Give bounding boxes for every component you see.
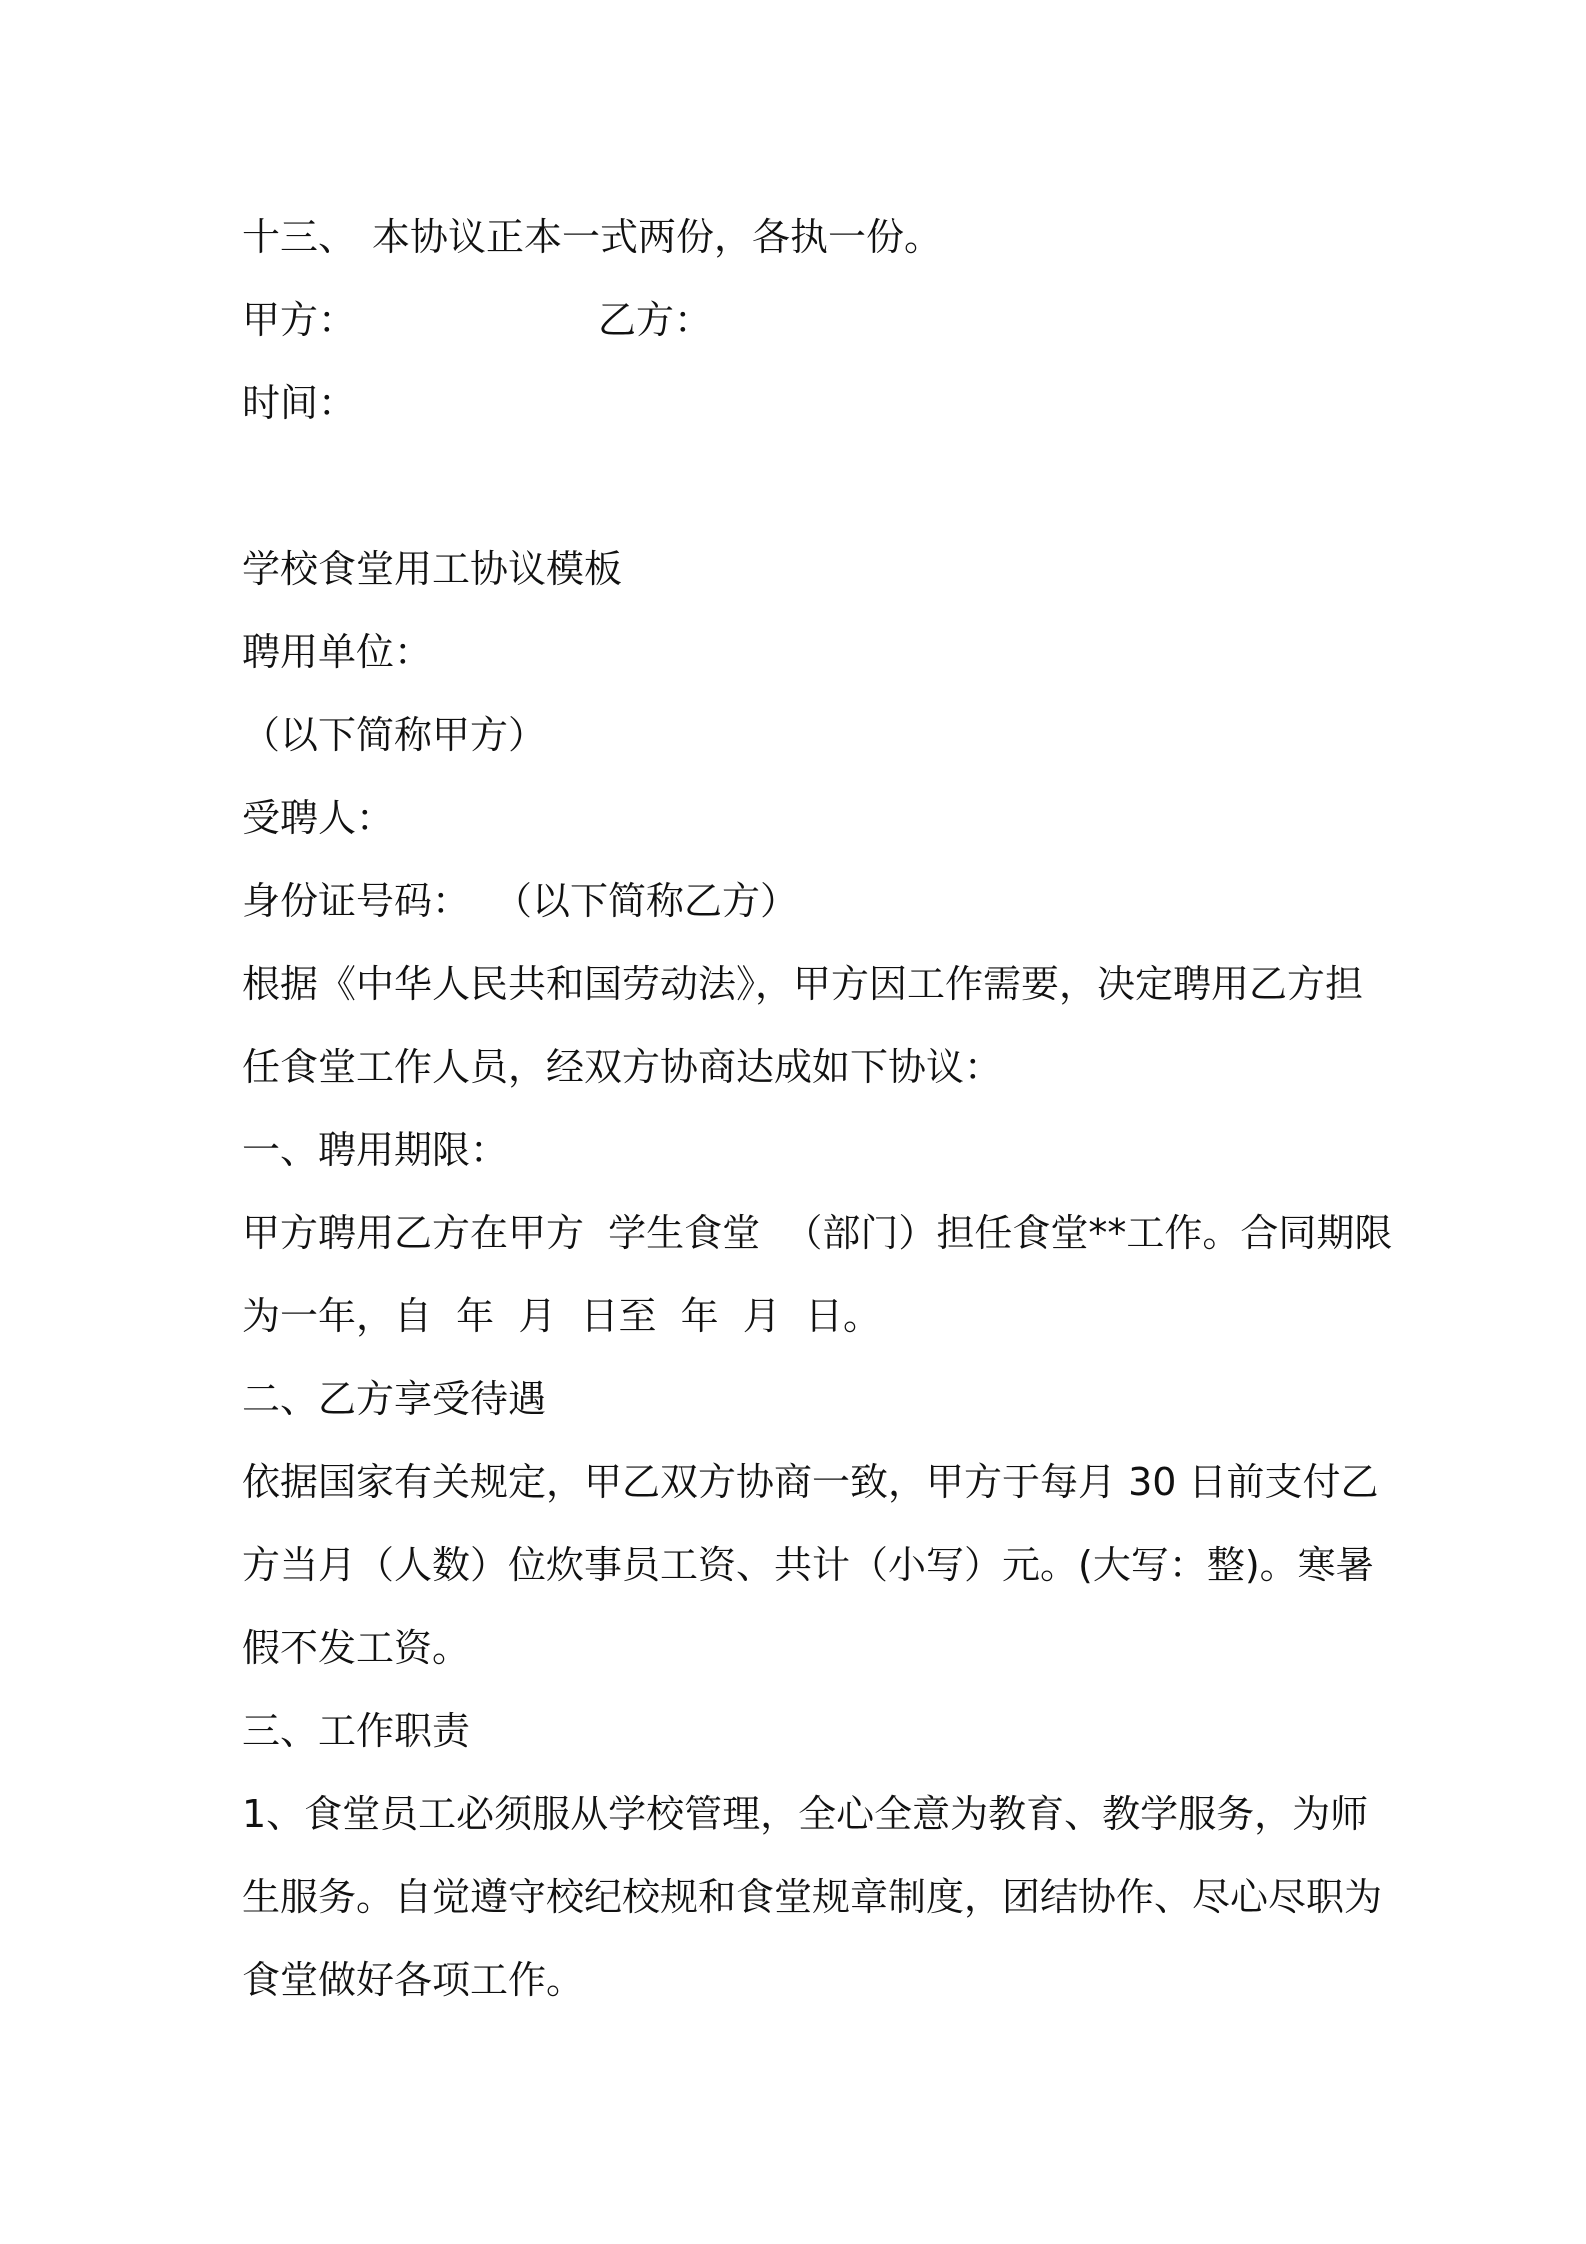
signature-row	[242, 279, 1362, 362]
section-3-item-1-line-3: 食堂做好各项工作。	[242, 1958, 585, 2002]
document-body	[242, 196, 1393, 2022]
employee-label: 受聘人：	[242, 796, 395, 840]
section-3-item-1-line-2: 生服务。自觉遵守校纪校规和食堂规章制度，团结协作、尽心尽职为	[242, 1875, 1383, 1919]
intro-line-2: 任食堂工作人员，经双方协商达成如下协议：	[242, 1045, 1003, 1089]
signature-time-label: 时间：	[242, 381, 357, 425]
party-b-signature-label: 乙方：	[598, 298, 713, 342]
section-2-line-3: 假不发工资。	[242, 1626, 471, 1670]
blank-spacer	[242, 445, 1362, 528]
party-a-signature-label: 甲方：	[242, 298, 357, 342]
section-3-item-1-line-1: 1、食堂员工必须服从学校管理，全心全意为教育、教学服务，为师	[242, 1792, 1369, 1836]
intro-line-1: 根据《中华人民共和国劳动法》，甲方因工作需要，决定聘用乙方担	[242, 962, 1364, 1006]
clause-13-number: 十三、	[242, 215, 357, 259]
section-1-line-2: 为一年，自 年 月 日至 年 月 日。	[242, 1294, 881, 1338]
section-1-line-1: 甲方聘用乙方在甲方 学生食堂 （部门）担任食堂**工作。合同期限	[242, 1211, 1393, 1255]
clause-13	[242, 196, 1362, 279]
clause-13-text: 本协议正本一式两份，各执一份。	[372, 215, 943, 259]
id-number-label: 身份证号码：	[242, 879, 471, 923]
employee-abbreviation: （以下简称乙方）	[494, 879, 799, 923]
section-2-heading: 二、乙方享受待遇	[242, 1377, 547, 1421]
employer-abbreviation: （以下简称甲方）	[242, 713, 547, 757]
section-1-heading: 一、聘用期限：	[242, 1128, 509, 1172]
section-2-line-2: 方当月（人数）位炊事员工资、共计（小写）元。(大写：整)。寒暑	[242, 1543, 1374, 1587]
employer-label: 聘用单位：	[242, 630, 433, 674]
template-title: 学校食堂用工协议模板	[242, 547, 623, 591]
section-3-heading: 三、工作职责	[242, 1709, 471, 1753]
id-number-row	[242, 860, 1362, 943]
section-2-line-1: 依据国家有关规定，甲乙双方协商一致，甲方于每月 30 日前支付乙	[242, 1460, 1379, 1504]
